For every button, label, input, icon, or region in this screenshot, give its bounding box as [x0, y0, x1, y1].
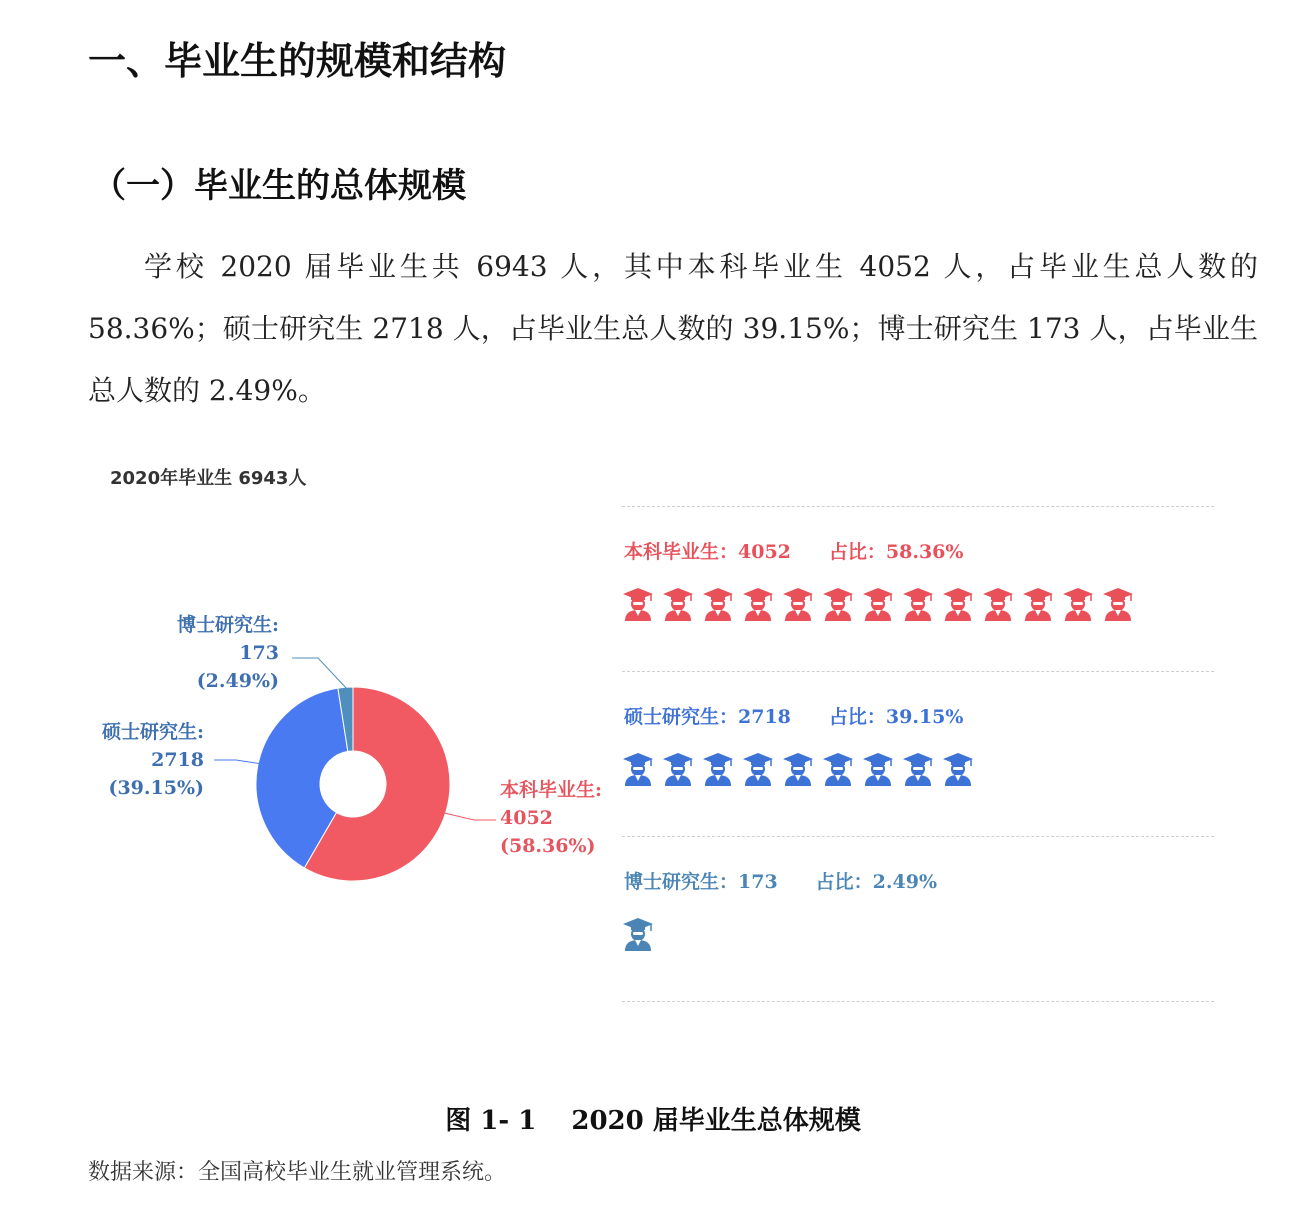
legend-panel — [622, 506, 1214, 1002]
legend-label: 硕士研究生：2718 — [624, 706, 791, 728]
slice-name-label-1: 硕士研究生: — [101, 721, 204, 743]
graduate-icon — [662, 752, 694, 786]
graduate-icon — [982, 587, 1014, 621]
legend-line — [624, 702, 963, 729]
body-paragraph — [88, 236, 1258, 422]
slice-percent-label-1: (39.15%) — [108, 777, 204, 799]
leader-line-0 — [440, 812, 496, 820]
figure-caption: 图 1- 1 2020 届毕业生总体规模 — [445, 1106, 861, 1136]
legend-share: 占比：39.15% — [828, 706, 964, 728]
graduate-icon — [942, 587, 974, 621]
graduate-icon — [902, 587, 934, 621]
graduate-icon — [622, 752, 654, 786]
graduate-icon — [862, 587, 894, 621]
subsection-heading: （一）毕业生的总体规模 — [92, 166, 466, 206]
graduate-icon — [742, 587, 774, 621]
legend-block-1 — [622, 672, 1214, 836]
slice-percent-label-0: (58.36%) — [500, 835, 596, 857]
paragraph-text: 学校 2020 届毕业生共 6943 人，其中本科毕业生 4052 人，占毕业生总人数的 58.36%；硕士研究生 2718 人，占毕业生总人数的 39.15%；博士研究生 173 人，占毕业生总人数的 2.49%。 — [88, 250, 1258, 407]
icon-row — [622, 752, 974, 790]
icon-row — [622, 917, 654, 955]
leader-line-2 — [292, 658, 348, 690]
section-heading: 一、毕业生的规模和结构 — [88, 39, 507, 83]
graduate-icon — [942, 752, 974, 786]
data-source-note: 数据来源：全国高校毕业生就业管理系统。 — [88, 1160, 507, 1185]
legend-line — [624, 537, 963, 564]
graduate-icon — [622, 587, 654, 621]
graduate-icon — [902, 752, 934, 786]
slice-percent-label-2: (2.49%) — [196, 670, 279, 692]
graduate-icon — [822, 587, 854, 621]
leader-line-1 — [214, 760, 262, 764]
graduate-icon — [662, 587, 694, 621]
graduate-icon — [622, 917, 654, 951]
legend-block-0 — [622, 507, 1214, 671]
legend-line — [624, 867, 937, 894]
slice-name-label-2: 博士研究生: — [176, 614, 279, 636]
legend-share: 占比：58.36% — [828, 541, 964, 563]
graduate-icon — [742, 752, 774, 786]
figure — [0, 440, 1306, 1080]
donut-chart — [0, 440, 620, 1080]
graduate-icon — [822, 752, 854, 786]
graduate-icon — [1102, 587, 1134, 621]
graduate-icon — [782, 752, 814, 786]
slice-value-label-0: 4052 — [500, 807, 553, 829]
slice-value-label-2: 173 — [239, 642, 279, 664]
slice-value-label-1: 2718 — [151, 749, 204, 771]
slice-name-label-0: 本科毕业生: — [500, 779, 603, 801]
graduate-icon — [1062, 587, 1094, 621]
graduate-icon — [1022, 587, 1054, 621]
legend-label: 本科毕业生：4052 — [624, 541, 791, 563]
icon-row — [622, 587, 1134, 625]
graduate-icon — [782, 587, 814, 621]
legend-block-2 — [622, 837, 1214, 1001]
legend-label: 博士研究生：173 — [624, 871, 778, 893]
legend-share: 占比：2.49% — [815, 871, 938, 893]
chart-title: 2020年毕业生 6943人 — [110, 468, 307, 489]
legend-divider — [622, 1001, 1214, 1002]
graduate-icon — [862, 752, 894, 786]
graduate-icon — [702, 752, 734, 786]
graduate-icon — [702, 587, 734, 621]
